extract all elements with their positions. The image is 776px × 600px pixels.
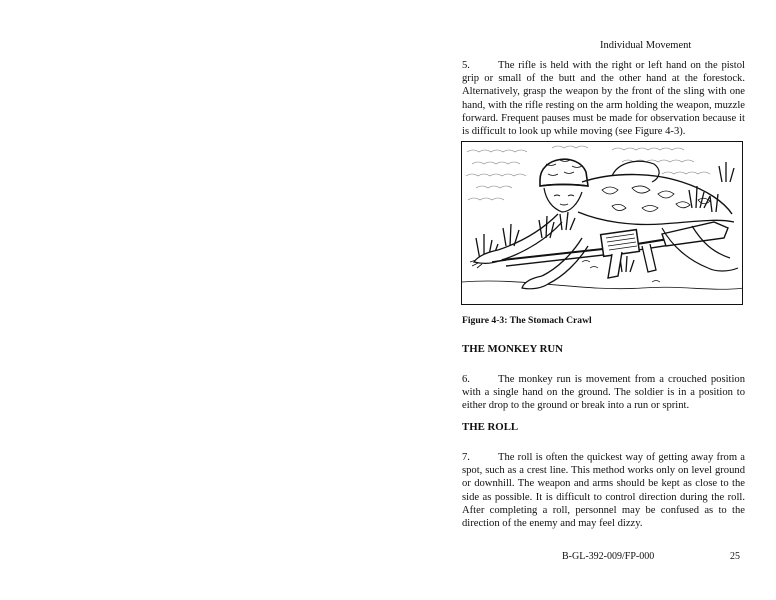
footer-document-id: B-GL-392-009/FP-000 [562, 551, 655, 562]
paragraph-text: The roll is often the quickest way of getting away from a spot, such as a crest line. This method works only on level ground or downhill. The weapon and arms should be kept as close to the side as possible. It is difficult to control direction during the roll. After completing a roll, personnel may be confused as to the direction of the enemy and may feel dizzy. [462, 452, 745, 530]
paragraph-5 [462, 59, 745, 138]
paragraph-text: The monkey run is movement from a crouched position with a single hand on the ground. The soldier is in a position to either drop to the ground or break into a run or sprint. [462, 374, 745, 412]
paragraph-number: 5. [462, 60, 470, 71]
paragraph-text: The rifle is held with the right or left hand on the pistol grip or small of the butt and the other hand at the forestock. Alternatively, grasp the weapon by the front of the sling with one hand, with the rifle resting on the arm holding the weapon, muzzle forward. Frequent pauses must be made for observation because it is difficult to look up while moving (see Figure 4-3). [462, 60, 745, 138]
running-header: Individual Movement [600, 40, 692, 51]
figure-stomach-crawl [461, 141, 743, 305]
paragraph-number: 7. [462, 452, 470, 463]
figure-caption: Figure 4-3: The Stomach Crawl [462, 315, 592, 326]
paragraph-6 [462, 373, 745, 413]
paragraph-7 [462, 451, 745, 530]
footer-page-number: 25 [730, 551, 740, 562]
heading-monkey-run: THE MONKEY RUN [462, 343, 563, 355]
paragraph-number: 6. [462, 374, 470, 385]
heading-roll: THE ROLL [462, 421, 519, 433]
stomach-crawl-illustration [462, 142, 743, 305]
